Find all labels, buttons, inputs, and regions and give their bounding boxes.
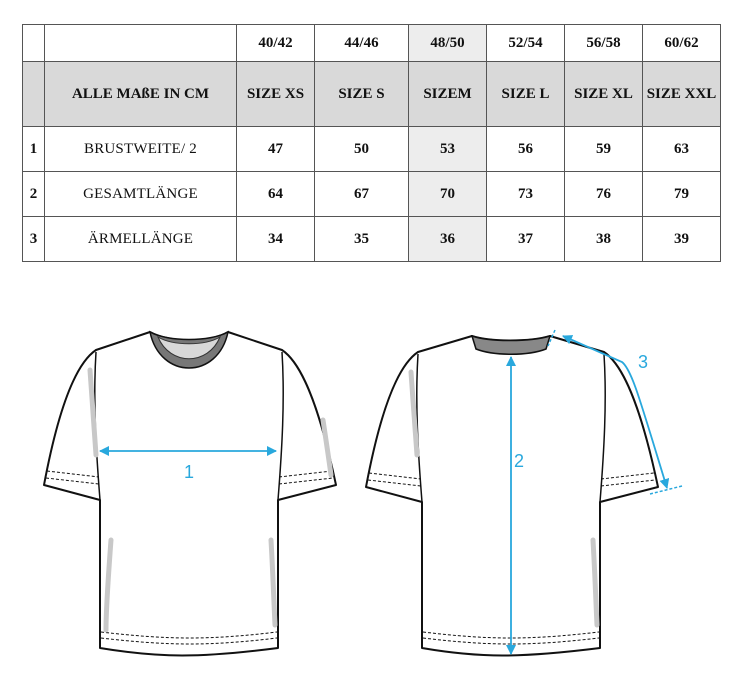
size-label: SIZE XL: [565, 62, 643, 127]
cell-value: 38: [565, 217, 643, 262]
cell-value: 70: [409, 172, 487, 217]
row-index: 1: [23, 127, 45, 172]
cell-value: 76: [565, 172, 643, 217]
collar-back: [472, 336, 550, 354]
cell-value: 37: [487, 217, 565, 262]
row-label: ÄRMELLÄNGE: [45, 217, 237, 262]
marker-1: 1: [184, 462, 195, 482]
size-label: SIZE XS: [237, 62, 315, 127]
row-index: 3: [23, 217, 45, 262]
row-label: GESAMTLÄNGE: [45, 172, 237, 217]
eu-size: 52/54: [487, 25, 565, 62]
size-label: SIZE L: [487, 62, 565, 127]
marker-3: 3: [638, 352, 649, 372]
eu-size: 48/50: [409, 25, 487, 62]
eu-size: 40/42: [237, 25, 315, 62]
cell-value: 39: [643, 217, 721, 262]
cell-value: 36: [409, 217, 487, 262]
eu-size: 56/58: [565, 25, 643, 62]
cell-value: 59: [565, 127, 643, 172]
marker-2: 2: [514, 451, 525, 471]
eu-size: 60/62: [643, 25, 721, 62]
cell-value: 64: [237, 172, 315, 217]
cell-value: 56: [487, 127, 565, 172]
measure-header: ALLE MAßE IN CM: [45, 62, 237, 127]
row-label: BRUSTWEITE/ 2: [45, 127, 237, 172]
size-label: SIZE S: [315, 62, 409, 127]
cell-value: 34: [237, 217, 315, 262]
row-index: 2: [23, 172, 45, 217]
cell-value: 50: [315, 127, 409, 172]
cell-value: 67: [315, 172, 409, 217]
tshirt-front: [44, 332, 336, 656]
eu-size: 44/46: [315, 25, 409, 62]
cell-value: 47: [237, 127, 315, 172]
cell-value: 63: [643, 127, 721, 172]
size-label: SIZEM: [409, 62, 487, 127]
cell-value: 53: [409, 127, 487, 172]
cell-value: 73: [487, 172, 565, 217]
cell-value: 79: [643, 172, 721, 217]
cell-value: 35: [315, 217, 409, 262]
size-label: SIZE XXL: [643, 62, 721, 127]
